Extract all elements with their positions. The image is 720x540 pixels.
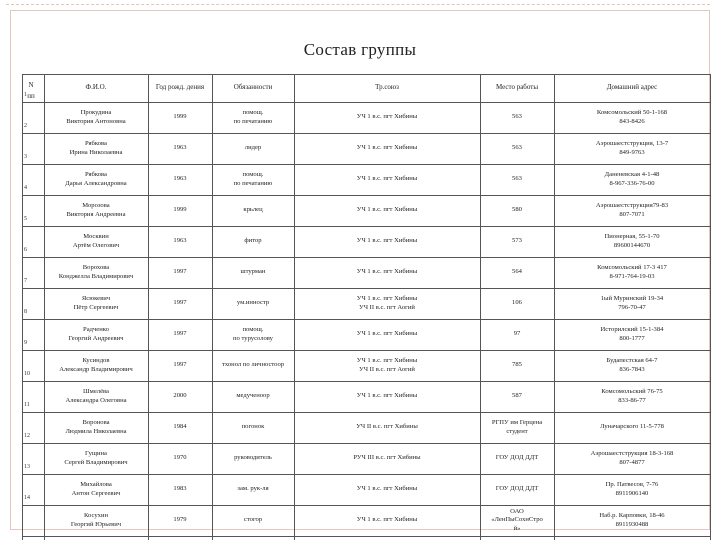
cell-union: УЧ 1 в.с. пгт Хибины — [356, 516, 418, 524]
cell-year: 1970 — [173, 454, 187, 462]
cell-name: Воронова Людмила Николаевна — [65, 418, 127, 435]
cell-union: УЧ 1 в.с. пгт Хибины — [356, 206, 418, 214]
cell-duty: помощ. по печатанию — [233, 108, 273, 125]
top-dashed-line — [6, 4, 710, 6]
cell-name: Рябкова Ирина Николаевна — [69, 139, 123, 156]
cell-work: 106 — [512, 299, 522, 307]
header-work: Место работы — [495, 83, 539, 92]
cell-year: 1999 — [173, 206, 187, 214]
table-hline — [22, 536, 710, 537]
cell-year: 1963 — [173, 175, 187, 183]
cell-name: Кусиндов Александр Владимирович — [59, 356, 133, 373]
page-title: Состав группы — [303, 40, 417, 59]
cell-work: 97 — [513, 330, 521, 338]
cell-duty: тхонол по личностоор — [221, 361, 285, 369]
row-number: 10 — [24, 371, 30, 377]
cell-work: ОАО «ЛенПыСохнСтро й» — [491, 507, 543, 532]
cell-year: 2000 — [173, 392, 187, 400]
cell-work: 563 — [512, 175, 522, 183]
cell-address: Наб.р. Карповки, 18-46 8911930488 — [599, 511, 665, 528]
cell-year: 1997 — [173, 268, 187, 276]
cell-work: ГОУ ДОД ДДТ — [495, 454, 539, 462]
cell-year: 1997 — [173, 330, 187, 338]
cell-address: Пр. Патвесов, 7-76 8911906140 — [605, 480, 659, 497]
header-num-label: N — [28, 81, 34, 89]
cell-union: УЧ 1 в.с. пгт Хибины — [356, 175, 418, 183]
cell-address: Комсомольский 17-3 417 8-971-764-19-03 — [597, 263, 667, 280]
cell-union: УЧ 1 в.с. пгт Хибины — [356, 237, 418, 245]
cell-address: Аэрошаестструкция 18-3-168 807-4877 — [590, 449, 674, 466]
cell-work: 785 — [512, 361, 522, 369]
cell-union: УЧ 1 в.с. пгт Хибины — [356, 268, 418, 276]
cell-name: Шмелёва Александра Олеговна — [65, 387, 127, 404]
cell-duty: погонок — [241, 423, 265, 431]
cell-duty: фитор — [244, 237, 262, 245]
cell-union: УЧ 1 в.с. пгт Хибины — [356, 330, 418, 338]
cell-work: 563 — [512, 144, 522, 152]
cell-duty: штурман — [240, 268, 266, 276]
cell-year: 1997 — [173, 299, 187, 307]
cell-address: Аэрошаестструкция79-83 807-7071 — [595, 201, 669, 218]
cell-duty: ум.инностр — [236, 299, 270, 307]
cell-work: 587 — [512, 392, 522, 400]
cell-year: 1984 — [173, 423, 187, 431]
row-number: 11 — [24, 402, 30, 408]
cell-name: Радченко Георгий Андреевич — [68, 325, 124, 342]
cell-address: Комсомольский 50-1-168 843-8426 — [596, 108, 668, 125]
cell-address: Комсомольский 76-75 833-86-77 — [601, 387, 663, 404]
cell-address: Будапестская 64-7 836-7843 — [606, 356, 658, 373]
cell-duty: помощ. по печатанию — [233, 170, 273, 187]
cell-year: 1983 — [173, 485, 187, 493]
cell-union: УЧ 1 в.с. пгт Хибины УЧ II в.с. пгт Аогий — [356, 356, 418, 373]
cell-name: Москвин Артём Олегович — [72, 232, 120, 249]
table-vline — [22, 74, 23, 540]
row-number: 4 — [24, 185, 27, 191]
header-address: Домашний адрес — [606, 83, 658, 92]
cell-address: Историлский 15-1-384 800-1777 — [600, 325, 664, 342]
row-number: 1 — [24, 92, 27, 98]
row-number: 12 — [24, 433, 30, 439]
cell-duty: медученоор — [236, 392, 270, 400]
cell-name: Михайлова Антон Сергеевич — [71, 480, 121, 497]
row-number: 9 — [24, 340, 27, 346]
row-number: 7 — [24, 278, 27, 284]
header-union: Тр.союз — [375, 83, 399, 92]
cell-union: УЧ 1 в.с. пгт Хибины — [356, 144, 418, 152]
cell-duty: лидер — [244, 144, 262, 152]
cell-work: 563 — [512, 113, 522, 121]
row-number: 6 — [24, 247, 27, 253]
header-name: Ф.И.О. — [85, 83, 107, 92]
cell-address: Аэрошаестструкция, 13-7 849-9763 — [595, 139, 669, 156]
cell-name: Прокудина Виктория Антоновна — [66, 108, 126, 125]
row-number: 13 — [24, 464, 30, 470]
header-duty: Обязанности — [233, 83, 273, 92]
row-number: 8 — [24, 309, 27, 315]
cell-work: ГОУ ДОД ДДТ — [495, 485, 539, 493]
cell-union: УЧ 1 в.с. пгт Хибины — [356, 485, 418, 493]
cell-union: УЧ 1 в.с. пгт Хибины — [356, 113, 418, 121]
cell-duty: руководитель — [234, 454, 272, 462]
cell-work: 573 — [512, 237, 522, 245]
cell-address: 1ый Муринский 19-34 796-70-47 — [600, 294, 664, 311]
cell-address: Даненевская 4-1-48 8-967-336-76-00 — [604, 170, 660, 187]
cell-work: РГПУ им Герцена студент — [491, 418, 543, 435]
cell-union: УЧ 1 в.с. пгт Хибины — [356, 392, 418, 400]
members-table — [22, 74, 710, 540]
cell-union: РУЧ III в.с. пгт Хибины — [353, 454, 421, 462]
cell-union: УЧ II в.с. пгт Хибины — [356, 423, 418, 431]
cell-work: 580 — [512, 206, 522, 214]
row-number: 5 — [24, 216, 27, 222]
cell-work: 564 — [512, 268, 522, 276]
cell-year: 1979 — [173, 516, 187, 524]
cell-name: Морозова Виктория Андреевна — [66, 201, 126, 218]
row-number: 2 — [24, 123, 27, 129]
cell-name: Ворохова Конджелла Владимирович — [58, 263, 134, 280]
cell-duty: стогор — [243, 516, 263, 524]
table-vline — [710, 74, 711, 540]
cell-duty: крьлец — [243, 206, 263, 214]
cell-year: 1963 — [173, 237, 187, 245]
cell-name: Ясюкевич Пётр Сергеевич — [73, 294, 119, 311]
cell-year: 1999 — [173, 113, 187, 121]
cell-address: Луначарского 11-5-778 — [600, 423, 664, 431]
row-number: 3 — [24, 154, 27, 160]
cell-year: 1997 — [173, 361, 187, 369]
cell-address: Пионерная, 55-1-70 89600144670 — [604, 232, 660, 249]
cell-duty: помощ. по турусолову — [233, 325, 273, 342]
row-number: 14 — [24, 495, 30, 501]
cell-union: УЧ 1 в.с. пгт Хибины УЧ II в.с. пгт Аогий — [356, 294, 418, 311]
cell-name: Косухин Георгий Юрьевич — [70, 511, 122, 528]
header-year: Год рожд. дения — [155, 83, 205, 92]
cell-name: Рябкова Дарья Александровна — [65, 170, 127, 187]
header-num-sub: пп — [27, 92, 35, 101]
cell-duty: зам. рук-ля — [237, 485, 269, 493]
cell-name: Гущина Сергей Владимирович — [64, 449, 128, 466]
cell-year: 1963 — [173, 144, 187, 152]
